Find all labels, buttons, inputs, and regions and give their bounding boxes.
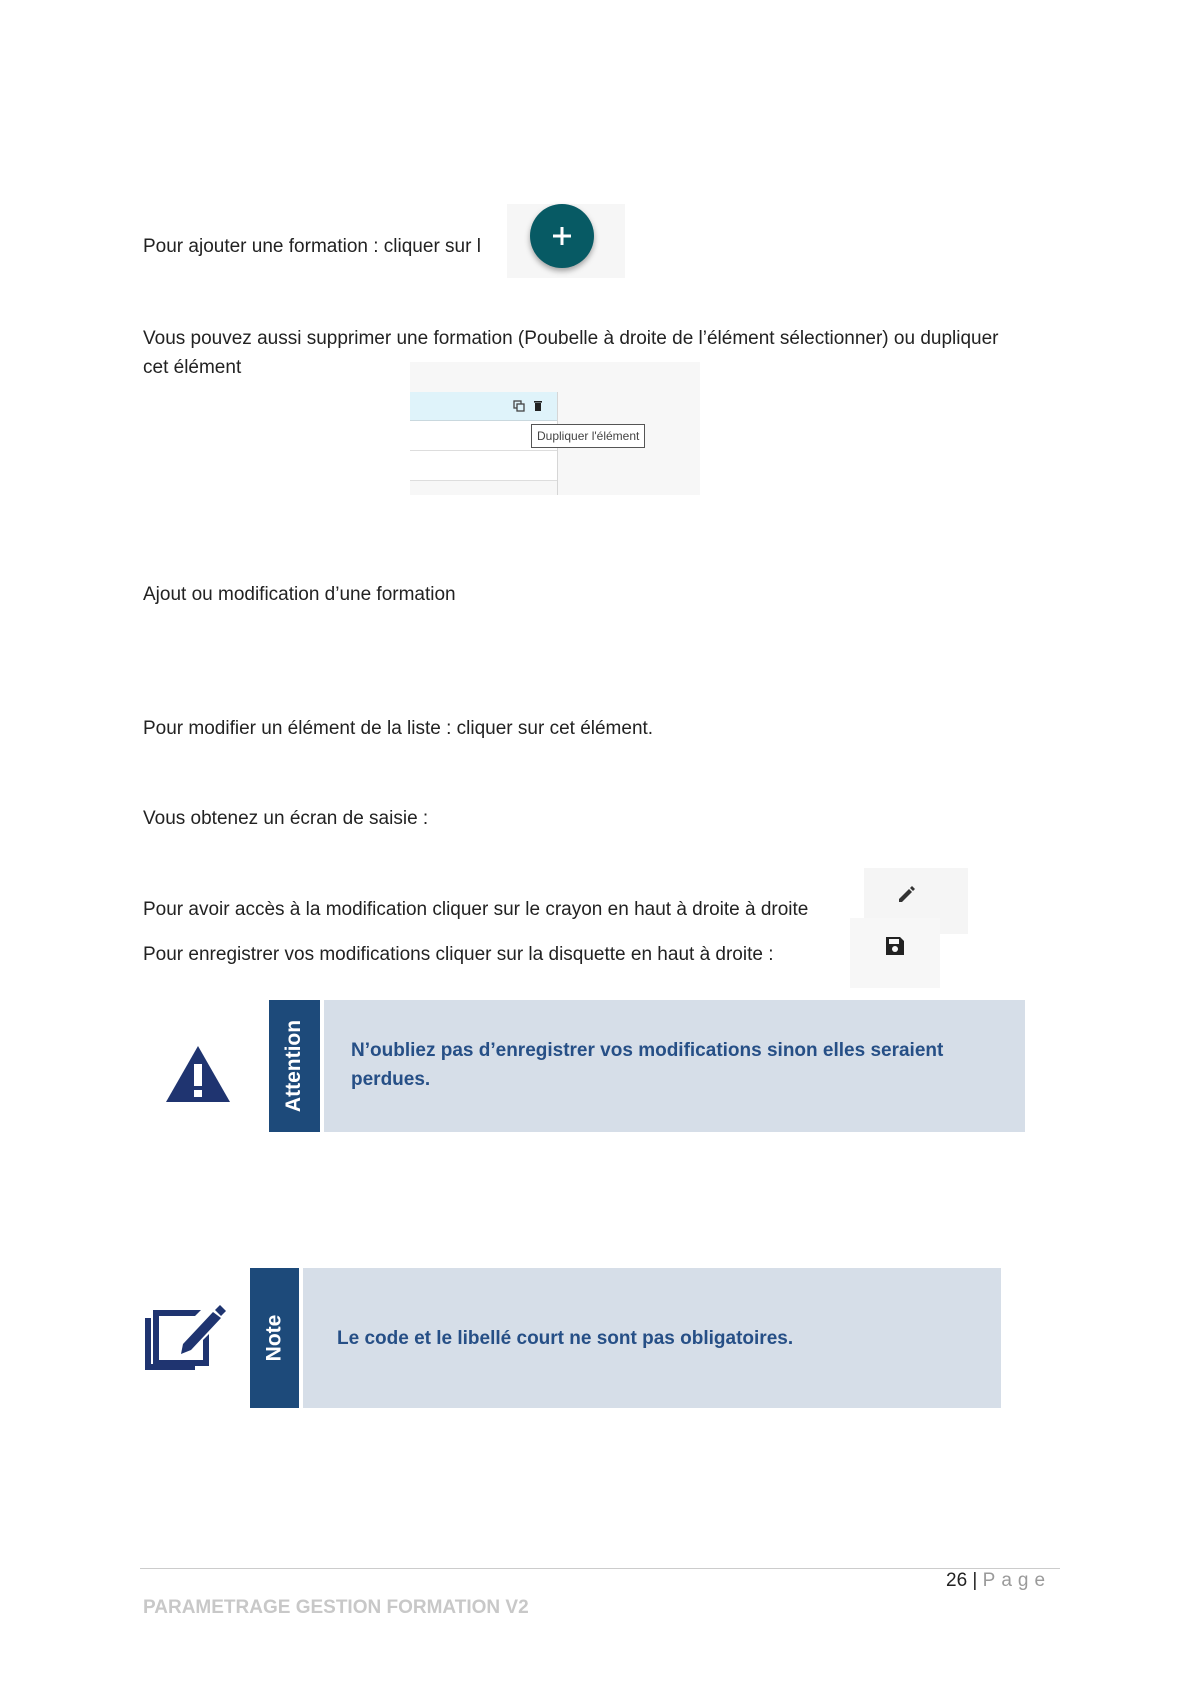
attention-tab-label: Attention	[282, 1019, 306, 1113]
tab-separator	[320, 1000, 324, 1132]
page-number: 26	[946, 1570, 968, 1591]
pencil-access-text: Pour avoir accès à la modification cliquer sur le crayon en haut à droite à droite	[143, 899, 809, 920]
entry-screen-text: Vous obtenez un écran de saisie :	[143, 808, 429, 829]
note-tab	[250, 1268, 299, 1408]
pencil-icon[interactable]	[896, 883, 918, 905]
add-button[interactable]	[530, 204, 594, 268]
trash-icon[interactable]	[533, 400, 543, 412]
note-text: Le code et le libellé court ne sont pas obligatoires.	[337, 1328, 794, 1349]
attention-callout	[269, 1000, 1025, 1132]
note-tab-label: Note	[262, 1314, 286, 1362]
document-title: PARAMETRAGE GESTION FORMATION V2	[143, 1597, 529, 1618]
attention-text: N’oubliez pas d’enregistrer vos modifications sinon elles seraient perdues.	[351, 1040, 944, 1090]
tab-separator	[299, 1268, 303, 1408]
save-screenshot	[850, 918, 940, 988]
plus-icon	[551, 225, 573, 247]
note-pen-icon	[141, 1304, 227, 1370]
page-separator: |	[972, 1570, 978, 1591]
duplicate-tooltip: Dupliquer l'élément	[531, 424, 645, 448]
duplicate-delete-screenshot	[410, 362, 700, 495]
page-word: Page	[982, 1570, 1052, 1591]
footer-divider	[140, 1568, 1060, 1569]
section-heading: Ajout ou modification d’une formation	[143, 584, 456, 605]
copy-icon[interactable]	[513, 400, 525, 412]
delete-duplicate-text: Vous pouvez aussi supprimer une formation (Poubelle à droite de l’élément sélectionner) ou dupliquer cet élément	[143, 328, 999, 378]
page-number-block	[946, 1570, 1051, 1592]
save-changes-text: Pour enregistrer vos modifications cliquer sur la disquette en haut à droite :	[143, 944, 774, 965]
warning-icon	[164, 1044, 232, 1104]
note-callout	[250, 1268, 1001, 1408]
floppy-disk-icon[interactable]	[884, 935, 906, 957]
add-formation-text: Pour ajouter une formation : cliquer sur l	[143, 236, 481, 257]
modify-element-text: Pour modifier un élément de la liste : cliquer sur cet élément.	[143, 718, 654, 739]
list-row[interactable]	[410, 451, 558, 481]
add-button-screenshot	[507, 204, 625, 278]
attention-tab	[269, 1000, 320, 1132]
